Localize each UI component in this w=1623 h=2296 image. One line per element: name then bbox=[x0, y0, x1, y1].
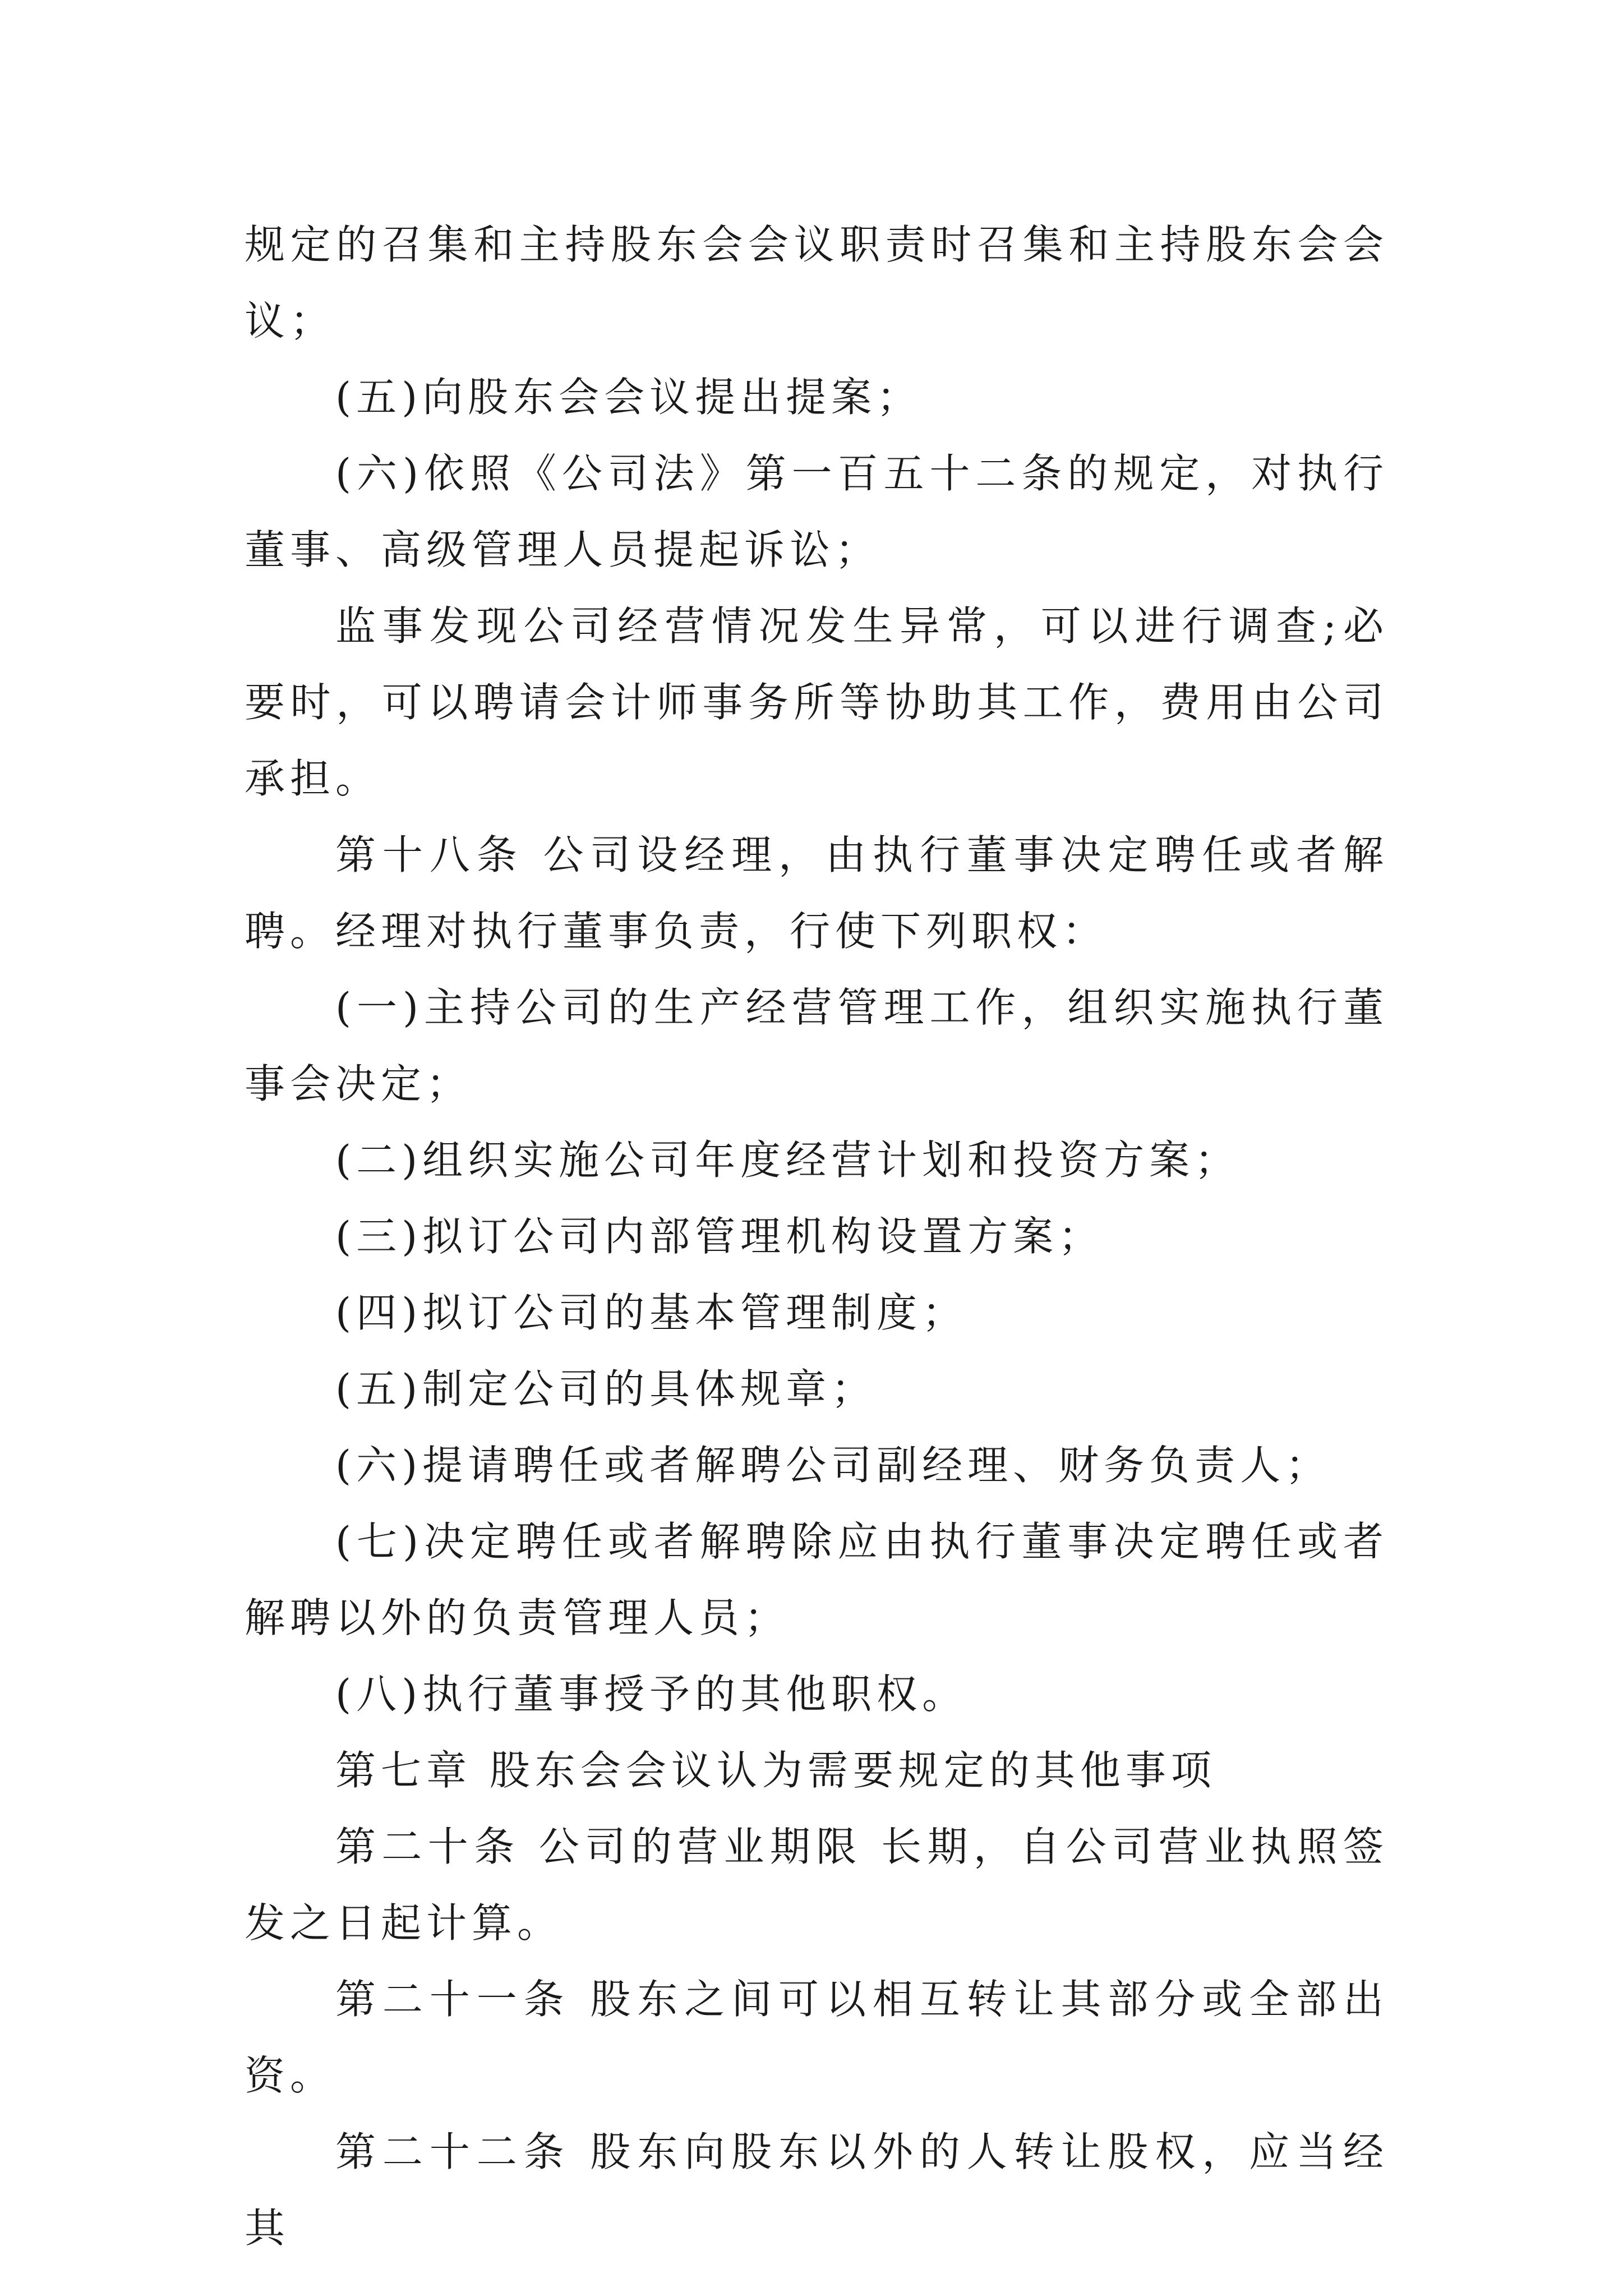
paragraph-manager-item-8: (八)执行董事授予的其他职权。 bbox=[335, 1671, 968, 1718]
paragraph-continued-supervisor-duty: 规定的召集和主持股东会会议职责时召集和主持股东会会议； bbox=[245, 221, 1389, 344]
paragraph-manager-item-4: (四)拟订公司的基本管理制度； bbox=[335, 1289, 968, 1336]
paragraph-manager-item-7: (七)决定聘任或者解聘除应由执行董事决定聘任或者解聘以外的负责管理人员； bbox=[245, 1518, 1389, 1641]
paragraph-manager-item-2: (二)组织实施公司年度经营计划和投资方案； bbox=[335, 1137, 1241, 1184]
paragraph-supervisor-investigation: 监事发现公司经营情况发生异常，可以进行调查;必要时，可以聘请会计师事务所等协助其工作，费用由公司承担。 bbox=[245, 602, 1389, 802]
paragraph-article-21: 第二十一条 股东之间可以相互转让其部分或全部出资。 bbox=[245, 1976, 1389, 2099]
paragraph-article-22: 第二十二条 股东向股东以外的人转让股权，应当经其 bbox=[245, 2128, 1389, 2252]
paragraph-article-18: 第十八条 公司设经理，由执行董事决定聘任或者解聘。经理对执行董事负责，行使下列职权： bbox=[245, 831, 1389, 955]
paragraph-article-20: 第二十条 公司的营业期限 长期，自公司营业执照签发之日起计算。 bbox=[245, 1823, 1389, 1947]
paragraph-item-6-litigation: (六)依照《公司法》第一百五十二条的规定，对执行董事、高级管理人员提起诉讼； bbox=[245, 450, 1389, 573]
paragraph-manager-item-6: (六)提请聘任或者解聘公司副经理、财务负责人； bbox=[335, 1442, 1331, 1489]
chapter-7-heading: 第七章 股东会会议认为需要规定的其他事项 bbox=[335, 1747, 1216, 1794]
paragraph-manager-item-1: (一)主持公司的生产经营管理工作，组织实施执行董事会决定； bbox=[245, 984, 1389, 1107]
paragraph-item-5-proposal: (五)向股东会会议提出提案； bbox=[335, 374, 923, 421]
paragraph-manager-item-5: (五)制定公司的具体规章； bbox=[335, 1365, 877, 1412]
paragraph-manager-item-3: (三)拟订公司内部管理机构设置方案； bbox=[335, 1213, 1104, 1260]
document-body bbox=[245, 206, 1389, 2266]
